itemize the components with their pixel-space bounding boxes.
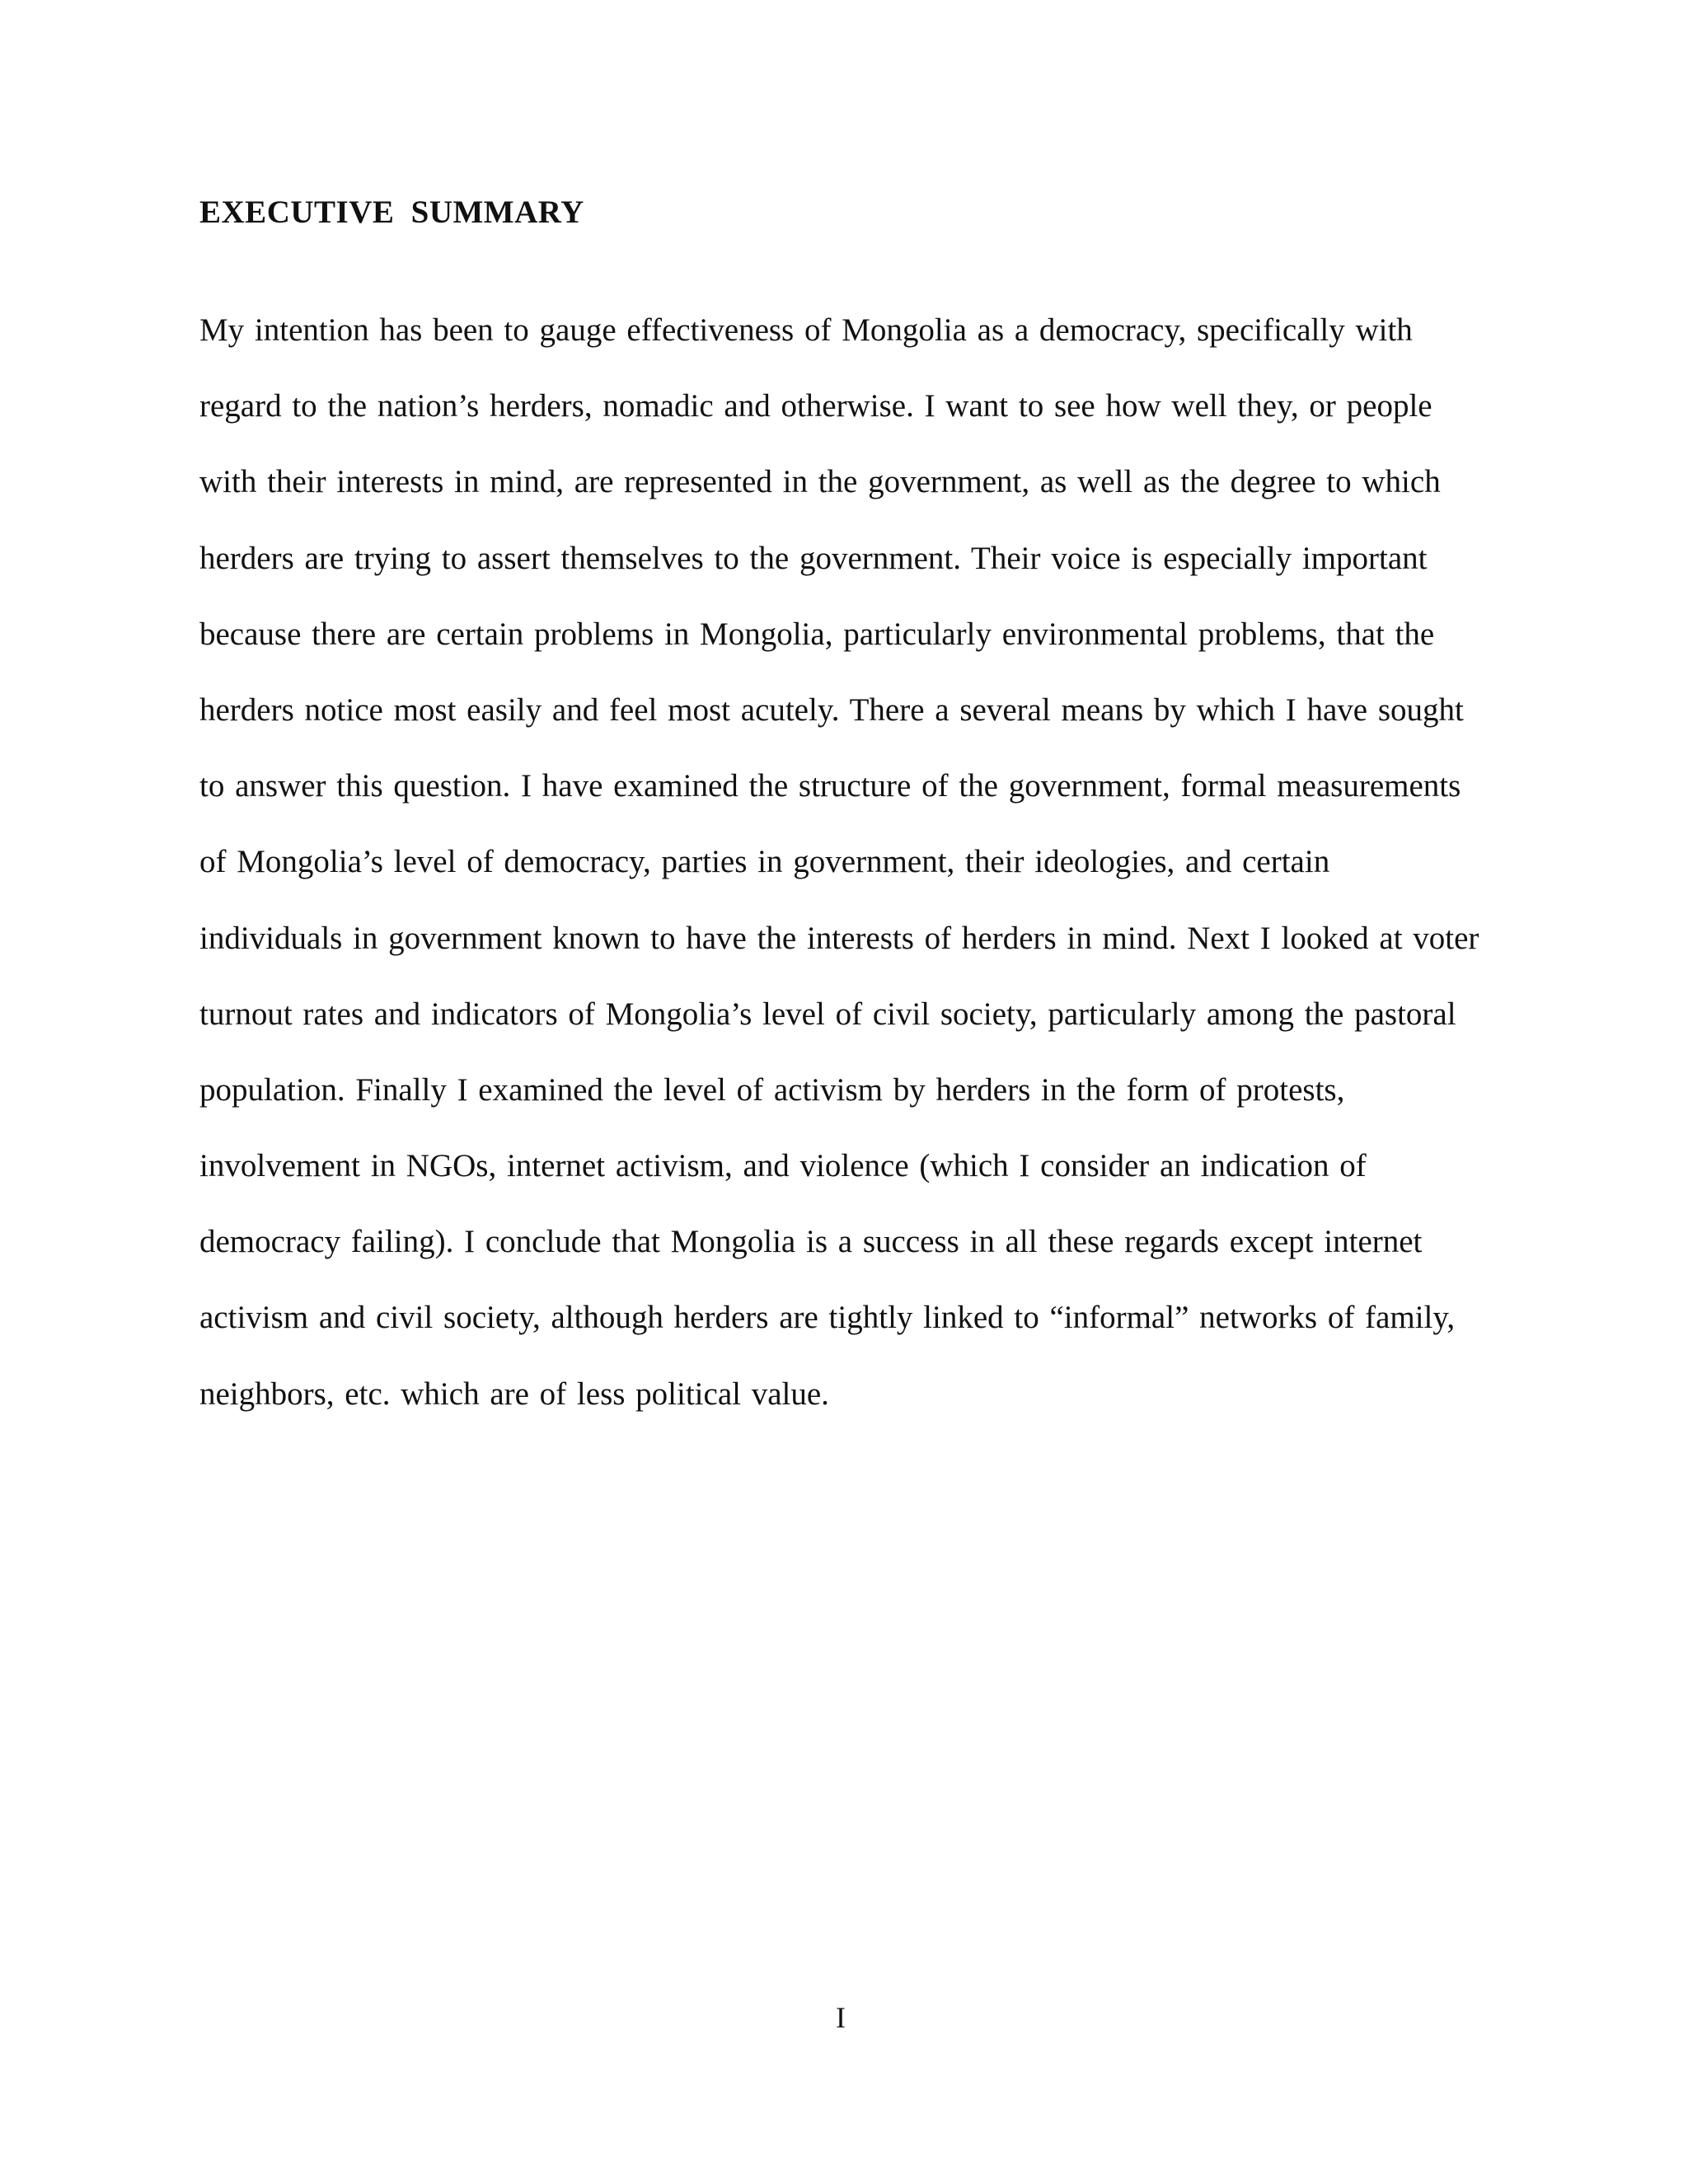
paragraph-line: democracy failing). I conclude that Mongolia is a success in all these regards except internet: [199, 1224, 1423, 1260]
paragraph-line: regard to the nation’s herders, nomadic and otherwise. I want to see how well they, or people: [199, 388, 1432, 424]
paragraph-line: of Mongolia’s level of democracy, parties in government, their ideologies, and certain: [199, 844, 1330, 880]
section-heading: EXECUTIVE SUMMARY: [199, 194, 584, 230]
paragraph-line: involvement in NGOs, internet activism, and violence (which I consider an indication of: [199, 1148, 1367, 1184]
paragraph-line: population. Finally I examined the level of activism by herders in the form of protests,: [199, 1071, 1345, 1108]
paragraph-line: neighbors, etc. which are of less political value.: [199, 1376, 829, 1412]
paragraph-line: activism and civil society, although herders are tightly linked to “informal” networks of family,: [199, 1300, 1456, 1336]
paragraph-line: herders are trying to assert themselves to the government. Their voice is especially important: [199, 540, 1428, 576]
paragraph-line: because there are certain problems in Mongolia, particularly environmental problems, that the: [199, 616, 1435, 652]
paragraph-line: with their interests in mind, are represented in the government, as well as the degree to which: [199, 464, 1441, 500]
executive-summary-paragraph: [199, 293, 1535, 1432]
paragraph-line: individuals in government known to have the interests of herders in mind. Next I looked at voter: [199, 920, 1479, 956]
page-number: I: [836, 2001, 846, 2034]
paragraph-line: turnout rates and indicators of Mongolia’s level of civil society, particularly among the pastoral: [199, 996, 1456, 1032]
paragraph-line: to answer this question. I have examined the structure of the government, formal measurements: [199, 768, 1461, 804]
paragraph-line: My intention has been to gauge effectiveness of Mongolia as a democracy, specifically with: [199, 312, 1413, 348]
paragraph-line: herders notice most easily and feel most acutely. There a several means by which I have sought: [199, 691, 1464, 728]
